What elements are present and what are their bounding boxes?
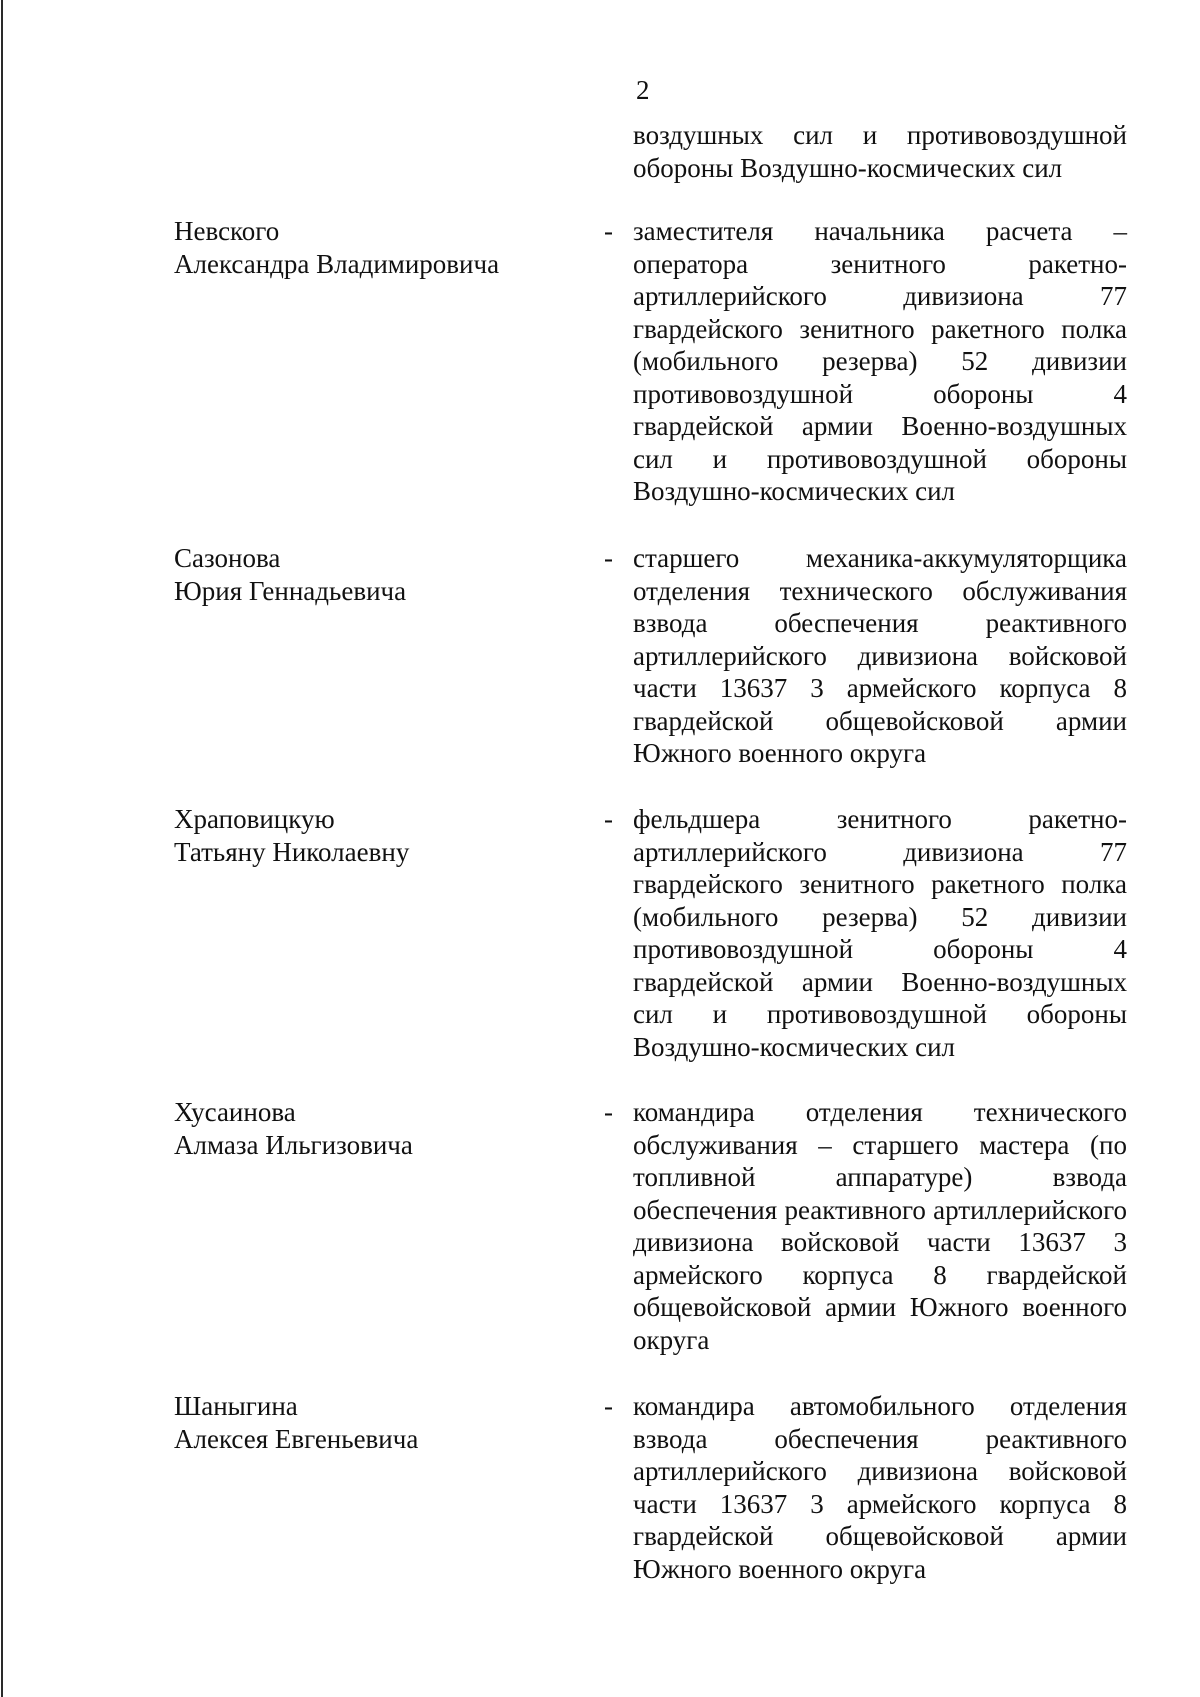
person-name [174, 803, 594, 868]
entry-dash: - [604, 804, 613, 834]
entry-dash: - [604, 1391, 613, 1421]
entry-dash: - [604, 1097, 613, 1127]
continuation-text: воздушных сил и противовоздушной обороны Воздушно-космических сил [633, 120, 1127, 183]
person-position: заместителя начальника расчета – оператора зенитного ракетно-артиллерийского дивизиона 77 гвардейского зенитного ракетного полка (мобильного резерва) 52 дивизии противовоздушной обороны 4 гвардейской армии Военно-воздушных сил и противовоздушной обороны Воздушно-космических сил [633, 216, 1127, 506]
entry-dash: - [604, 216, 613, 246]
person-name [174, 215, 594, 280]
person-surname: Шаныгина [174, 1391, 298, 1421]
person-name [174, 1390, 594, 1455]
person-surname: Невского [174, 216, 280, 246]
person-position: старшего механика-аккумуляторщика отделения технического обслуживания взвода обеспечения реактивного артиллерийского дивизиона войсковой части 13637 3 армейского корпуса 8 гвардейской общевойсковой армии Южного военного округа [633, 543, 1127, 768]
person-given-names: Алексея Евгеньевича [174, 1423, 419, 1454]
page-number: 2 [636, 75, 650, 105]
person-surname: Хусаинова [174, 1097, 296, 1127]
entry-dash: - [604, 543, 613, 573]
person-given-names: Алмаза Ильгизовича [174, 1129, 413, 1160]
person-given-names: Александра Владимировича [174, 248, 500, 279]
person-surname: Храповицкую [174, 804, 335, 834]
person-surname: Сазонова [174, 543, 281, 573]
person-given-names: Татьяну Николаевну [174, 836, 410, 867]
person-position: командира автомобильного отделения взвода обеспечения реактивного артиллерийского дивизиона войсковой части 13637 3 армейского корпуса 8 гвардейской общевойсковой армии Южного военного округа [633, 1391, 1127, 1584]
person-name [174, 1096, 594, 1161]
person-name [174, 542, 594, 607]
person-position: командира отделения технического обслуживания – старшего мастера (по топливной аппаратуре) взвода обеспечения реактивного артиллерийского дивизиона войсковой части 13637 3 армейского корпуса 8 гвардейской общевойсковой армии Южного военного округа [633, 1097, 1127, 1355]
person-position: фельдшера зенитного ракетно-артиллерийского дивизиона 77 гвардейского зенитного ракетного полка (мобильного резерва) 52 дивизии противовоздушной обороны 4 гвардейской армии Военно-воздушных сил и противовоздушной обороны Воздушно-космических сил [633, 804, 1127, 1062]
scan-edge-line [1, 0, 3, 1697]
person-given-names: Юрия Геннадьевича [174, 575, 407, 606]
